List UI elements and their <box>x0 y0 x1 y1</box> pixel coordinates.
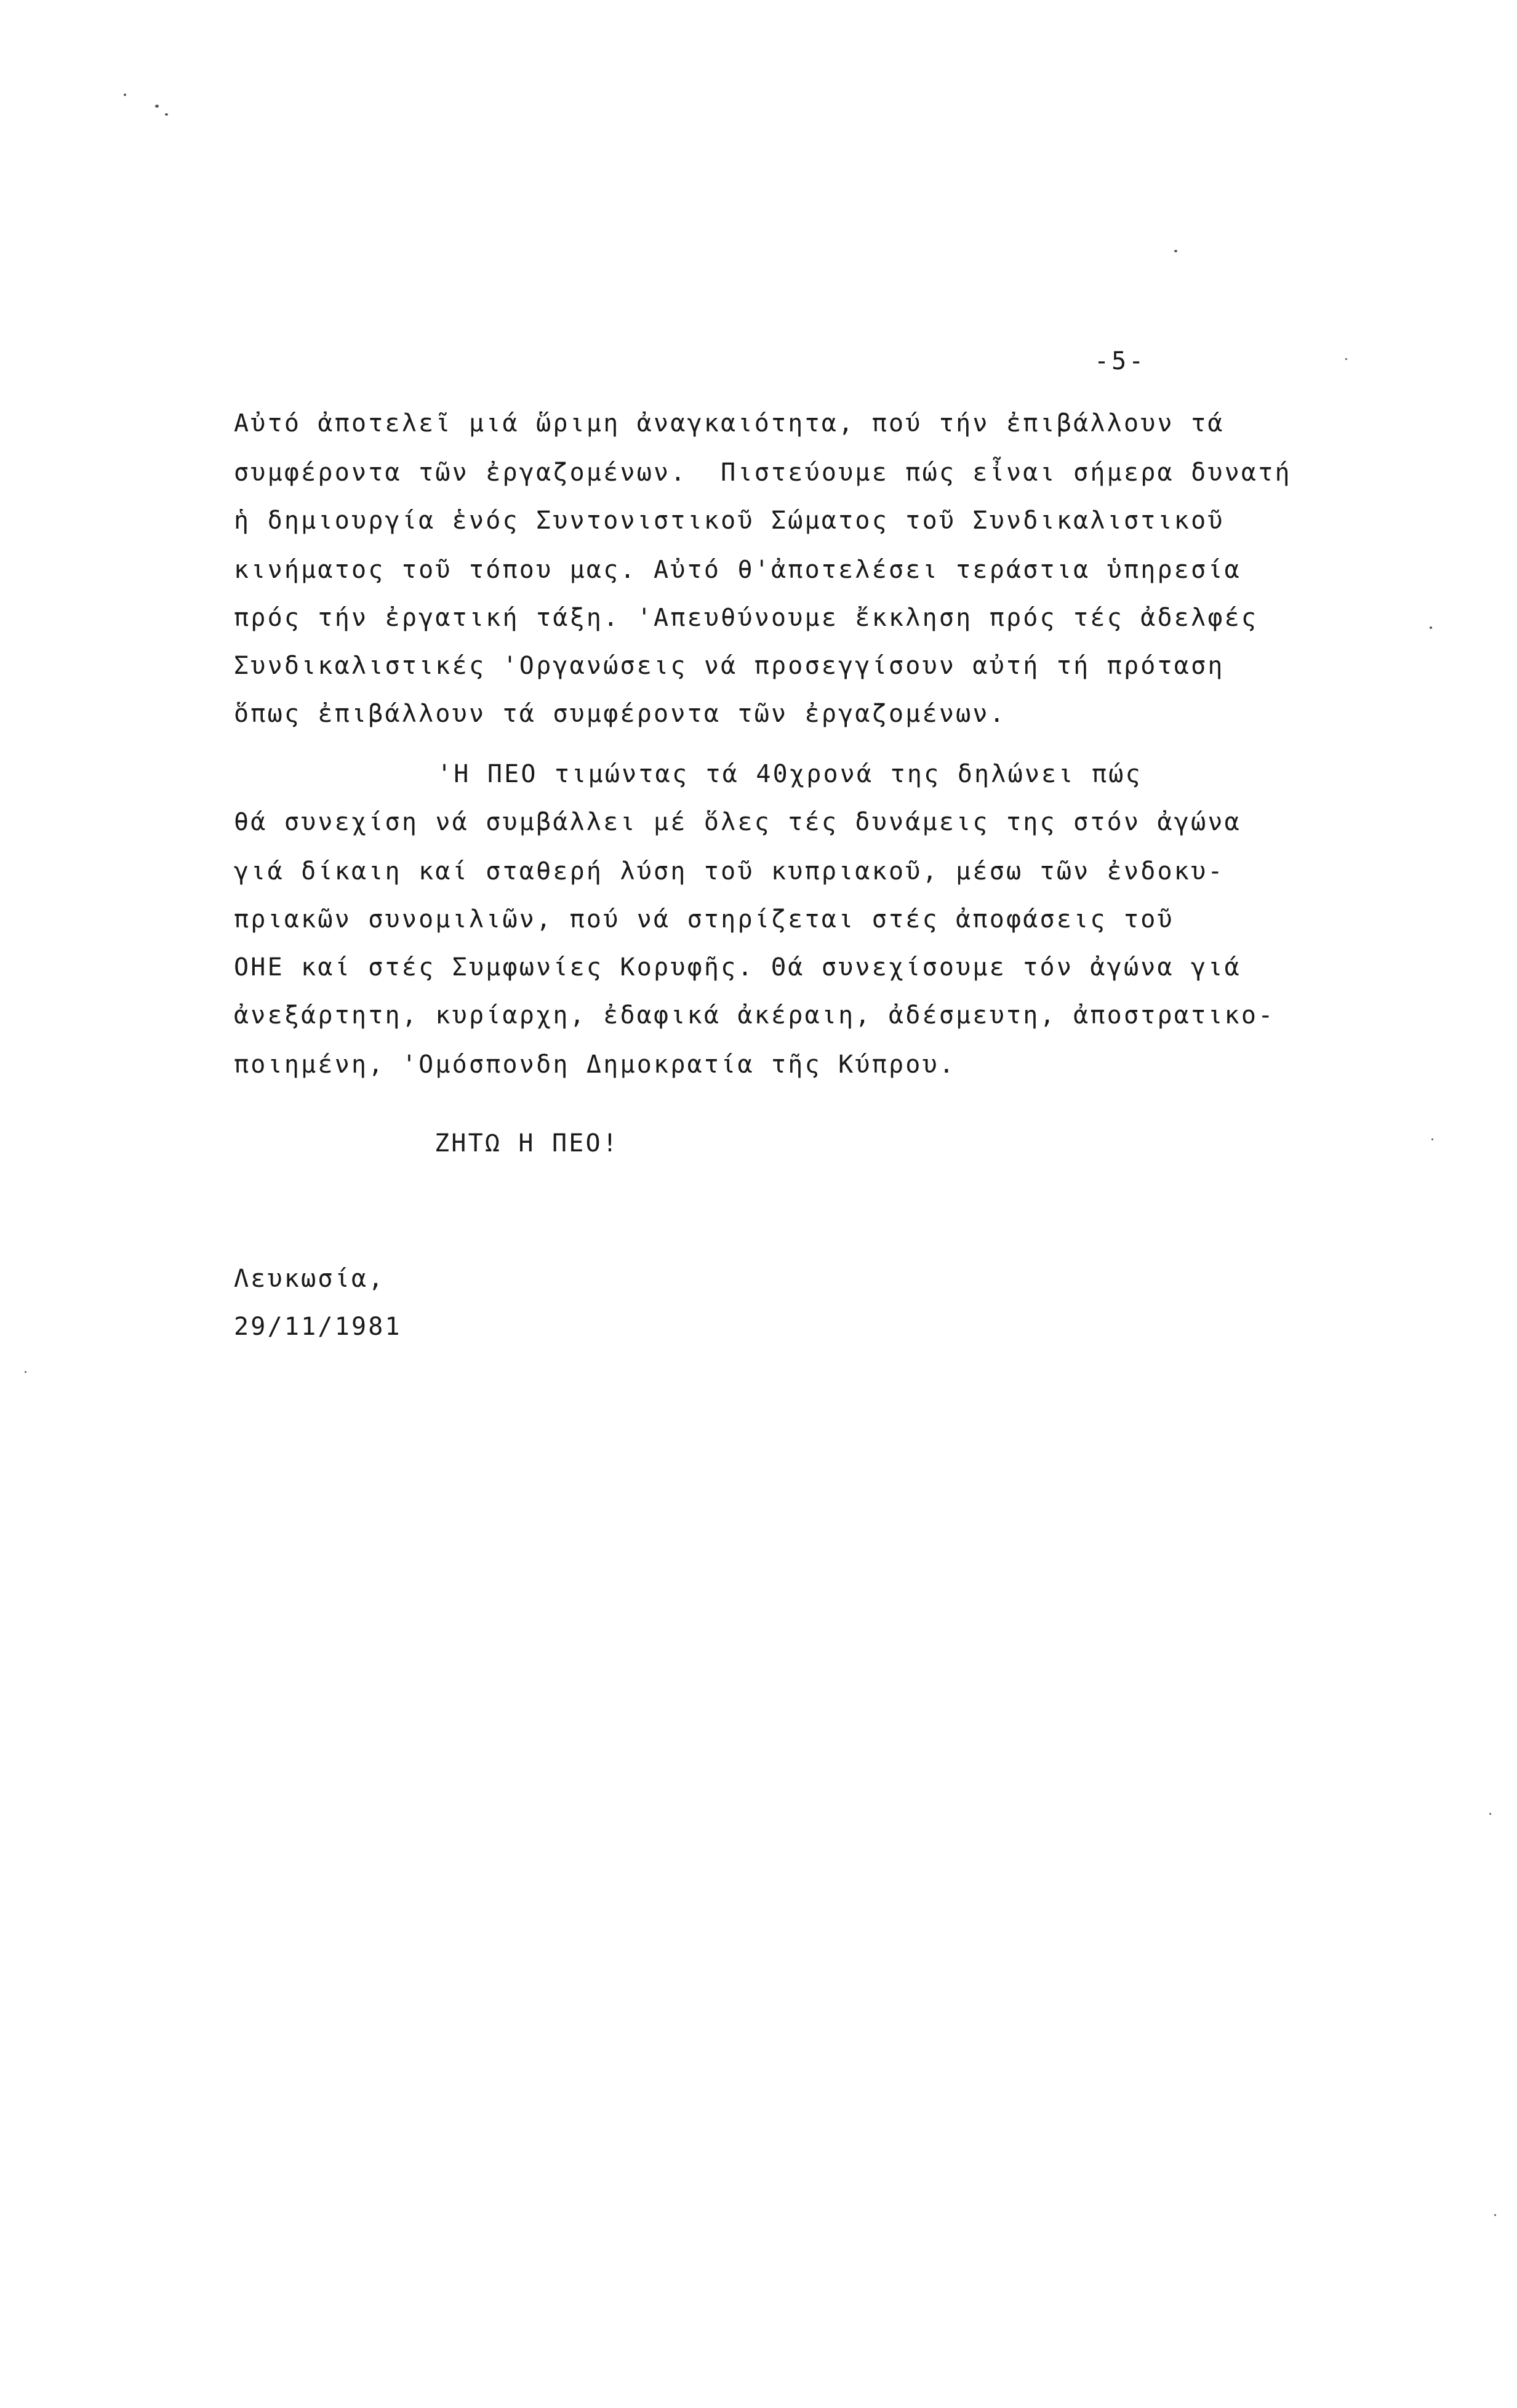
date: 29/11/1981 <box>234 1313 402 1341</box>
speck <box>124 94 126 96</box>
text-line: 'Η ΠΕΟ τιμώντας τά 40χρονά της δηλώνει πώς <box>437 760 1142 788</box>
speck <box>1431 1138 1433 1140</box>
text-line: ἡ δημιουργία ἑνός Συντονιστικοῦ Σώματος τοῦ Συνδικαλιστικοῦ <box>234 506 1225 535</box>
text-line: πρός τήν ἐργατική τάξη. 'Απευθύνουμε ἔκκληση πρός τές ἀδελφές <box>234 604 1259 632</box>
text-line: Συνδικαλιστικές 'Οργανώσεις νά προσεγγίσουν αὐτή τή πρόταση <box>234 652 1225 680</box>
speck <box>165 113 168 116</box>
speck <box>1430 626 1432 629</box>
text-line: συμφέροντα τῶν ἐργαζομένων. Πιστεύουμε πώς εἶναι σήμερα δυνατή <box>234 458 1292 487</box>
slogan: ΖΗΤΩ Η ΠΕΟ! <box>434 1129 620 1158</box>
text-line: Αὐτό ἀποτελεῖ μιά ὥριμη ἀναγκαιότητα, πού τήν ἐπιβάλλουν τά <box>234 409 1225 438</box>
text-line: ὅπως ἐπιβάλλουν τά συμφέροντα τῶν ἐργαζομένων. <box>234 700 1006 728</box>
speck <box>1494 2214 1496 2216</box>
speck <box>1174 250 1177 252</box>
text-line: κινήματος τοῦ τόπου μας. Αὐτό θ'ἀποτελέσει τεράστια ὑπηρεσία <box>234 556 1241 584</box>
place: Λευκωσία, <box>234 1265 385 1293</box>
speck <box>25 1371 26 1373</box>
text-line: ἀνεξάρτητη, κυρίαρχη, ἐδαφικά ἀκέραιη, ἀδέσμευτη, ἀποστρατικο- <box>234 1001 1275 1030</box>
speck <box>1345 358 1347 360</box>
text-line: ποιημένη, 'Ομόσπονδη Δημοκρατία τῆς Κύπρου. <box>234 1050 956 1079</box>
speck <box>1489 1813 1491 1815</box>
text-line: γιά δίκαιη καί σταθερή λύση τοῦ κυπριακοῦ, μέσω τῶν ἐνδοκυ- <box>234 857 1225 886</box>
speck <box>155 105 159 108</box>
text-line: πριακῶν συνομιλιῶν, πού νά στηρίζεται στές ἀποφάσεις τοῦ <box>234 905 1174 934</box>
text-line: θά συνεχίση νά συμβάλλει μέ ὅλες τές δυνάμεις της στόν ἀγώνα <box>234 808 1241 836</box>
page-number: -5- <box>1094 347 1147 375</box>
text-line: ΟΗΕ καί στές Συμφωνίες Κορυφῆς. Θά συνεχίσουμε τόν ἀγώνα γιά <box>234 953 1241 982</box>
